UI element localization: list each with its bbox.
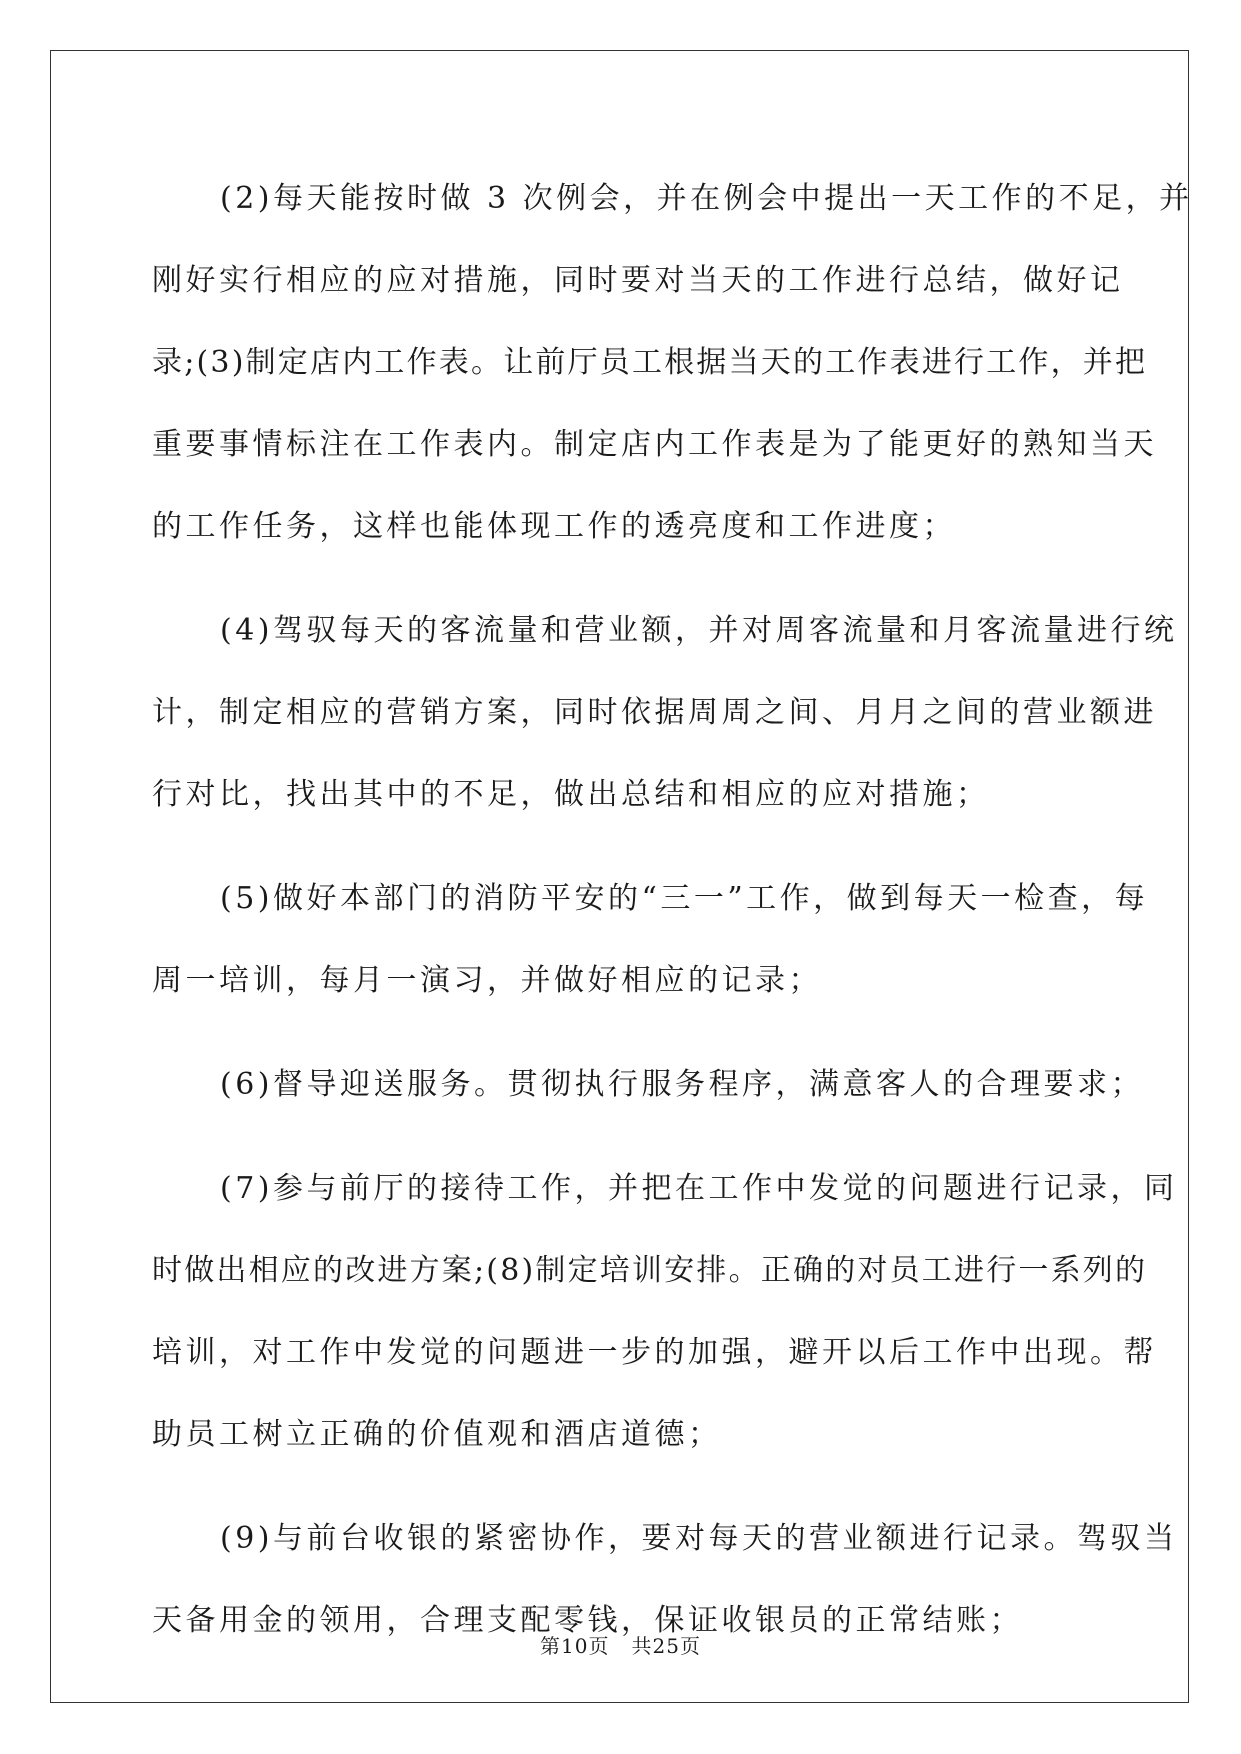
text-line: (2)每天能按时做 3 次例会，并在例会中提出一天工作的不足，并 [220, 181, 1193, 216]
text-line: 时做出相应的改进方案;(8)制定培训安排。正确的对员工进行一系列的 [152, 1253, 1148, 1288]
paragraph-item-4 [152, 590, 1178, 836]
text-line: 的工作任务，这样也能体现工作的透亮度和工作进度； [152, 509, 956, 544]
text-line: 录;(3)制定店内工作表。让前厅员工根据当天的工作表进行工作，并把 [152, 345, 1148, 380]
page-footer [0, 1630, 1241, 1659]
total-pages-label: 共25页 [631, 1634, 701, 1658]
text-line: (6)督导迎送服务。贯彻执行服务程序，满意客人的合理要求； [220, 1067, 1144, 1102]
paragraph-item-7-8 [152, 1148, 1178, 1476]
current-page-label: 第10页 [540, 1634, 610, 1658]
paragraph-item-6 [152, 1044, 1144, 1126]
text-line: 天备用金的领用，合理支配零钱，保证收银员的正常结账； [152, 1603, 1023, 1638]
text-line: 计，制定相应的营销方案，同时依据周周之间、月月之间的营业额进 [152, 695, 1157, 730]
text-line: (7)参与前厅的接待工作，并把在工作中发觉的问题进行记录，同 [220, 1171, 1178, 1206]
text-line: 培训，对工作中发觉的问题进一步的加强，避开以后工作中出现。帮 [152, 1335, 1157, 1370]
text-line: 刚好实行相应的应对措施，同时要对当天的工作进行总结，做好记 [152, 263, 1124, 298]
paragraph-item-5 [152, 858, 1149, 1022]
text-line: (9)与前台收银的紧密协作，要对每天的营业额进行记录。驾驭当 [220, 1521, 1178, 1556]
text-line: 重要事情标注在工作表内。制定店内工作表是为了能更好的熟知当天 [152, 427, 1157, 462]
document-body [152, 158, 1193, 1684]
paragraph-item-2-3 [152, 158, 1193, 568]
text-line: 行对比，找出其中的不足，做出总结和相应的应对措施； [152, 777, 990, 812]
text-line: (5)做好本部门的消防平安的“三一”工作，做到每天一检查，每 [220, 881, 1149, 916]
text-line: 助员工树立正确的价值观和酒店道德； [152, 1417, 722, 1452]
text-line: 周一培训，每月一演习，并做好相应的记录； [152, 963, 822, 998]
text-line: (4)驾驭每天的客流量和营业额，并对周客流量和月客流量进行统 [220, 613, 1178, 648]
